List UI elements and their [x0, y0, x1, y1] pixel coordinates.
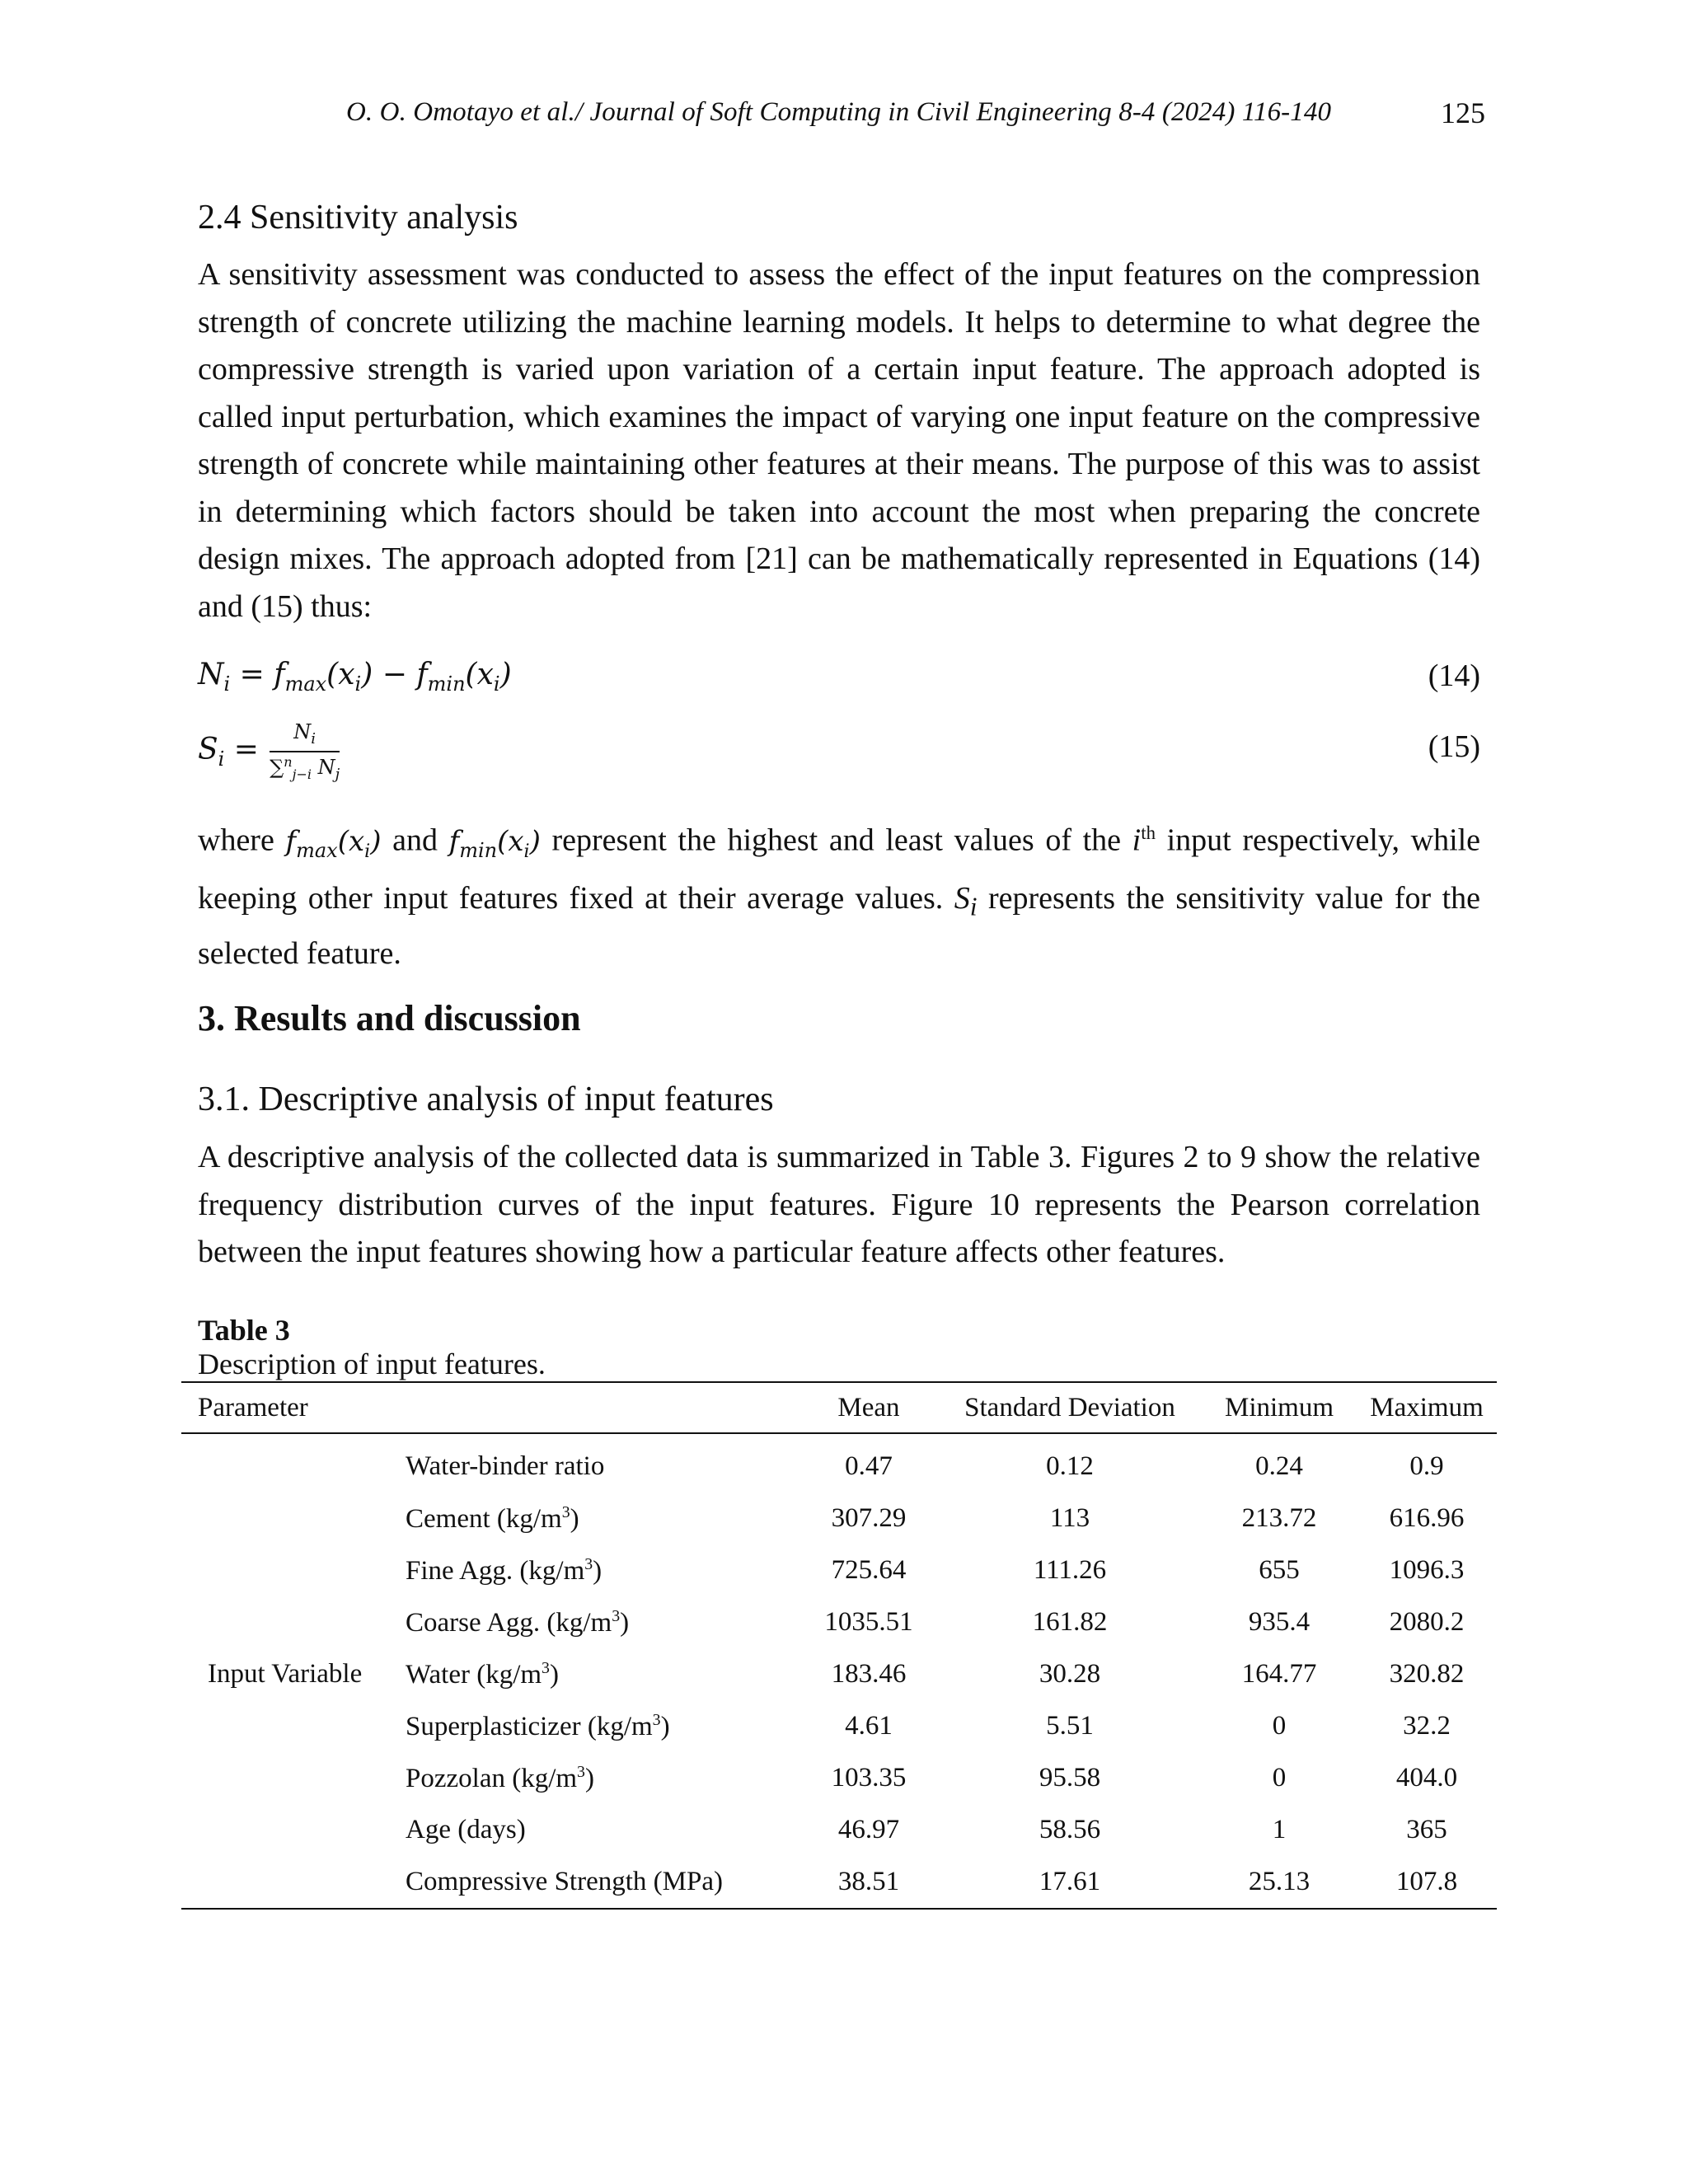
table-3-caption: Description of input features.: [198, 1347, 546, 1380]
sd-cell: 0.12: [1046, 1451, 1094, 1481]
max-cell: 32.2: [1403, 1711, 1451, 1741]
mean-cell: 725.64: [831, 1555, 907, 1585]
header-mean: Mean: [799, 1382, 938, 1433]
group-label-cell: Input Variable: [181, 1441, 397, 1909]
min-cell: 655: [1259, 1555, 1300, 1585]
equation-15-formula: $S_i$ =: [198, 732, 259, 771]
min-cell: 164.77: [1241, 1659, 1317, 1689]
max-cell: 0.9: [1409, 1451, 1444, 1481]
page-number: 125: [1441, 96, 1485, 129]
max-cell: 616.96: [1389, 1503, 1465, 1533]
table-header-row: [181, 1382, 1497, 1433]
feature-cell: Water $(kg/m^3)$: [406, 1658, 559, 1690]
table-3-label: Table 3: [198, 1314, 290, 1347]
min-cell: 0.24: [1255, 1451, 1303, 1481]
max-cell: 365: [1406, 1815, 1447, 1844]
min-cell: 0: [1272, 1711, 1287, 1741]
max-cell: 320.82: [1389, 1659, 1465, 1689]
feature-cell: Fine Agg. $(kg/m^3)$: [406, 1554, 603, 1586]
min-cell: 935.4: [1248, 1607, 1311, 1637]
section-2-4-paragraph: A sensitivity assessment was conducted to assess the effect of the input features on the compression strength of concrete utilizing the machine learning models. It helps to determine to what degree the compressive strength is varied upon variation of a certain input feature. The approach adopted is called input perturbation, which examines the impact of varying one input feature on the compressive strength of concrete while maintaining other features at their means. The purpose of this was to assist in determining which factors should be taken into account the most when preparing the concrete design mixes. The approach adopted from [21] can be mathematically represented in Equations (14) and (15) thus:: [198, 257, 1480, 624]
running-header: O. O. Omotayo et al./ Journal of Soft Computing in Civil Engineering 8-4 (2024) 116-140: [346, 97, 1332, 127]
where-paragraph: where $f_{max}(x_i)$ and $f_{min}(x_i)$ represent the highest and least values of the $i^{th}$ input respectively, while keeping other input features fixed at their average values. $S_i$ represents the sensitivity value for the selected feature.: [198, 823, 1481, 972]
equation-14-number: (14): [1428, 658, 1480, 693]
feature-cell: Cement $(kg/m^3)$: [406, 1502, 579, 1534]
sd-cell: 111.26: [1033, 1555, 1107, 1585]
equation-14-formula: $N_i = f_{max}(x_i) - f_{min}(x_i)$: [198, 658, 512, 696]
header-parameter: Parameter: [181, 1382, 799, 1433]
header-standard-deviation: Standard Deviation: [938, 1382, 1202, 1433]
sd-cell: 30.28: [1039, 1659, 1101, 1689]
sd-cell: 58.56: [1039, 1815, 1101, 1844]
mean-cell: 1035.51: [824, 1607, 913, 1637]
min-cell: 213.72: [1241, 1503, 1317, 1533]
sd-cell: 161.82: [1032, 1607, 1108, 1637]
mean-cell: 307.29: [831, 1503, 907, 1533]
mean-cell: 0.47: [845, 1451, 893, 1481]
sd-cell: 5.51: [1046, 1711, 1094, 1741]
table-3: [181, 1381, 1497, 1910]
mean-cell: 103.35: [831, 1763, 907, 1793]
section-3-1-paragraph: A descriptive analysis of the collected data is summarized in Table 3. Figures 2 to 9 show the relative frequency distribution curves of the input features. Figure 10 represents the Pearson correlation between the input features showing how a particular feature affects other features.: [198, 1140, 1480, 1269]
sd-cell: 17.61: [938, 1856, 1202, 1909]
section-2-4-title: 2.4 Sensitivity analysis: [198, 199, 518, 237]
section-3-title: 3. Results and discussion: [198, 998, 581, 1038]
sd-cell: 113: [1049, 1503, 1090, 1533]
mean-cell: 46.97: [837, 1815, 900, 1844]
section-3-1-title: 3.1. Descriptive analysis of input features: [198, 1080, 774, 1118]
header-minimum: Minimum: [1202, 1382, 1357, 1433]
min-cell: 25.13: [1202, 1856, 1357, 1909]
min-cell: 1: [1272, 1815, 1287, 1844]
max-cell: 404.0: [1395, 1763, 1458, 1793]
equation-15: [198, 720, 1480, 794]
min-cell: 0: [1272, 1763, 1287, 1793]
mean-cell: 38.51: [799, 1856, 938, 1909]
mean-cell: 183.46: [831, 1659, 907, 1689]
max-cell: 107.8: [1357, 1856, 1497, 1909]
table-row: [181, 1441, 1497, 1493]
feature-cell: Age (days): [406, 1815, 526, 1844]
feature-cell: Compressive Strength (MPa): [397, 1856, 799, 1909]
max-cell: 2080.2: [1389, 1607, 1465, 1637]
mean-cell: 4.61: [845, 1711, 893, 1741]
equation-15-number: (15): [1428, 729, 1480, 764]
feature-cell: Superplasticizer $(kg/m^3)$: [406, 1710, 670, 1741]
header-maximum: Maximum: [1357, 1382, 1497, 1433]
equation-14: [198, 658, 1480, 715]
equation-15-fraction: $\frac{N_i}{\sum^n_{j-i} N_j}$: [270, 720, 340, 783]
feature-cell: Pozzolan $(kg/m^3)$: [406, 1762, 594, 1793]
feature-cell: Water-binder ratio: [406, 1451, 605, 1481]
sd-cell: 95.58: [1039, 1763, 1101, 1793]
feature-cell: Coarse Agg. $(kg/m^3)$: [406, 1606, 630, 1638]
max-cell: 1096.3: [1389, 1555, 1465, 1585]
